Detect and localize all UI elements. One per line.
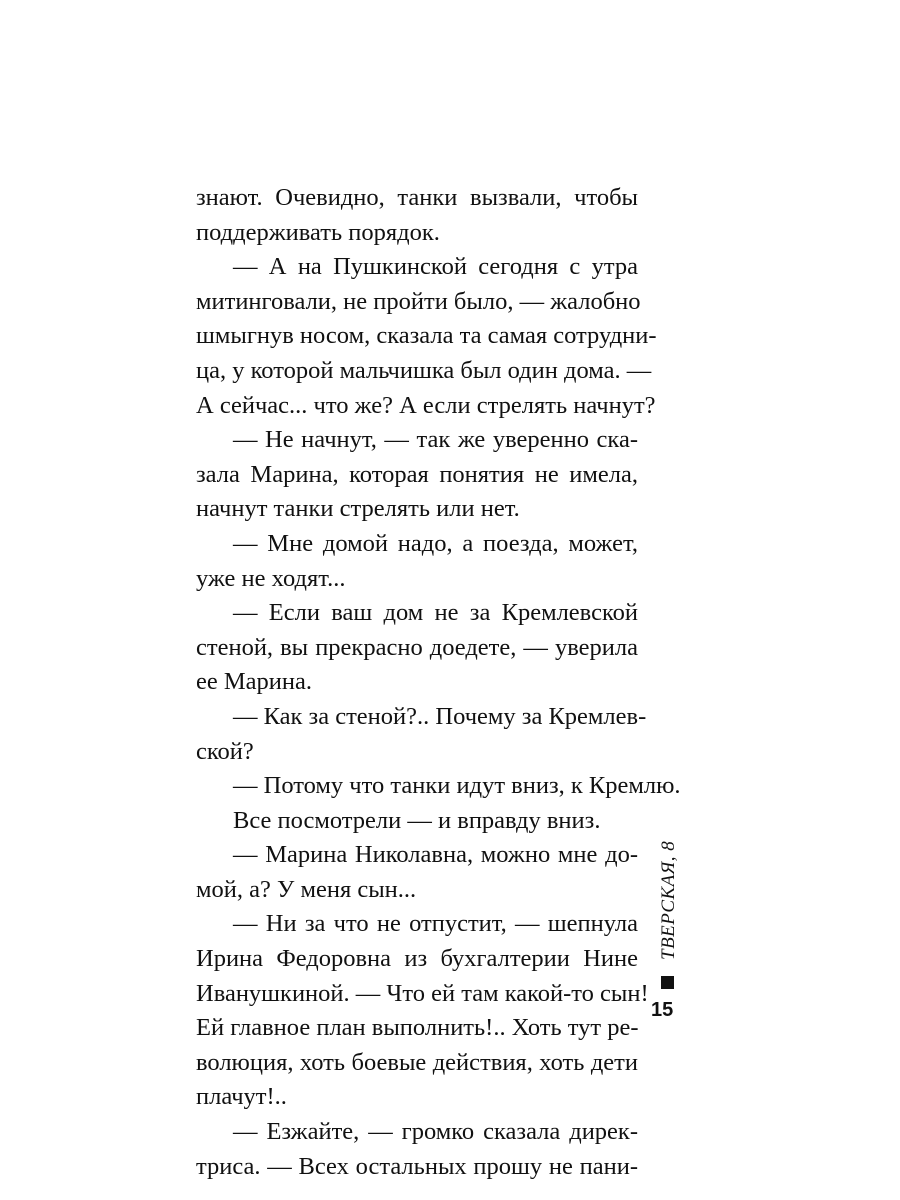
text-line: начнут танки стрелять или нет. [196,495,520,523]
text-line: — Езжайте, — громко сказала дирек- [233,1118,638,1146]
text-line: знают. Очевидно, танки вызвали, чтобы [196,184,638,211]
text-line: поддерживать порядок. [196,218,440,246]
text-line: — А на Пушкинской сегодня с утра [233,253,638,281]
text-line: ца, у которой мальчишка был один дома. — [196,356,652,384]
text-line: — Не начнут, — так же уверенно ска- [233,426,638,454]
text-line: мой, а? У меня сын... [196,875,417,903]
text-line: Все посмотрели — и вправду вниз. [233,806,601,834]
text-line: ее Марина. [196,668,313,696]
square-marker-icon [661,976,674,989]
text-line: Ирина Федоровна из бухгалтерии Нине [196,945,638,973]
text-line: — Потому что танки идут вниз, к Кремлю. [233,772,681,800]
text-line: митинговали, не пройти было, — жалобно [196,287,641,315]
text-line: плачут!.. [196,1083,287,1111]
text-line: А сейчас... что же? А если стрелять начнут? [196,391,656,419]
text-line: — Марина Николавна, можно мне до- [233,841,638,869]
text-line: зала Марина, которая понятия не имела, [196,460,638,488]
text-line: шмыгнув носом, сказала та самая сотрудни- [196,322,657,350]
text-line: стеной, вы прекрасно доедете, — уверила [196,633,638,661]
text-line: уже не ходят... [196,564,346,592]
text-line: — Ни за что не отпустит, — шепнула [233,910,638,938]
page-number: 15 [651,999,674,1021]
text-line: — Мне домой надо, а поезда, может, [233,529,638,557]
text-line: Иванушкиной. — Что ей там какой-то сын! [196,979,649,1007]
text-line: волюция, хоть боевые действия, хоть дети [196,1048,638,1076]
text-line: Ей главное план выполнить!.. Хоть тут ре- [196,1014,639,1042]
running-head: ТВЕРСКАЯ, 8 [658,840,679,960]
text-line: триса. — Всех остальных прошу не пани- [196,1152,638,1180]
text-line: — Как за стеной?.. Почему за Кремлев- [233,702,647,730]
text-line: — Если ваш дом не за Кремлевской [233,599,638,627]
text-line: ской? [196,737,254,765]
